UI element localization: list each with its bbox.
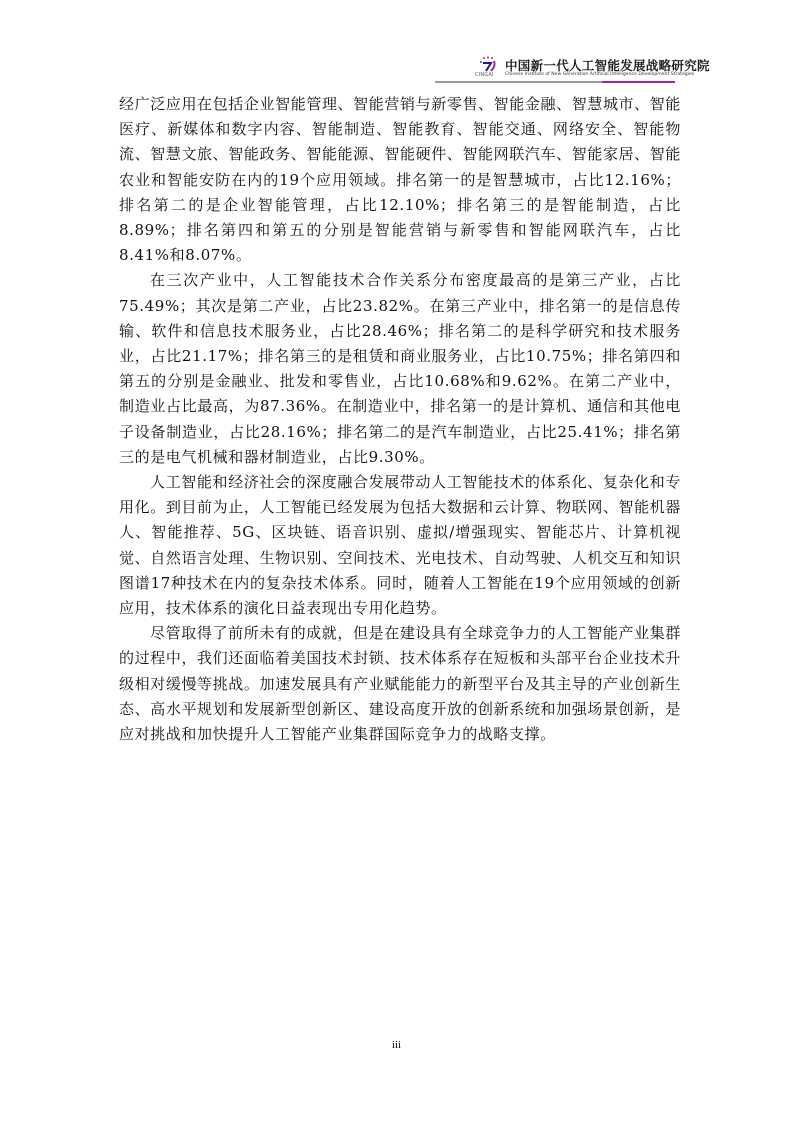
paragraph-application-fields: 经广泛应用在包括企业智能管理、智能营销与新零售、智能金融、智慧城市、智能医疗、新媒体和数字内容、智能制造、智能教育、智能交通、网络安全、智能物流、智慧文旅、智能政务、智能能源、智能硬件、智能网联汽车、智能家居、智能农业和智能安防在内的19个应用领域。排名第一的是智慧城市，占比12.16%；排名第二的是企业智能管理，占比12.10%；排名第三的是智能制造，占比8.89%；排名第四和第五的分别是智能营销与新零售和智能网联汽车，占比8.41%和8.07%。: [119, 95, 681, 265]
paragraph-challenges: 尽管取得了前所未有的成就，但是在建设具有全球竞争力的人工智能产业集群的过程中，我们还面临着美国技术封锁、技术体系存在短板和头部平台企业技术升级相对缓慢等挑战。加速发展具有产业赋能能力的新型平台及其主导的产业创新生态、高水平规划和发展新型创新区、建设高度开放的创新系统和加强场景创新，是应对挑战和加快提升人工智能产业集群国际竞争力的战略支撑。: [119, 624, 681, 744]
body-text: [119, 92, 681, 747]
institute-logo: [475, 56, 501, 80]
institute-name: 中国新一代人工智能发展战略研究院: [505, 58, 710, 73]
paragraph-technology-system: 人工智能和经济社会的深度融合发展带动人工智能技术的体系化、复杂化和专用化。到目前为止，人工智能已经发展为包括大数据和云计算、物联网、智能机器人、智能推荐、5G、区块链、语音识别、虚拟/增强现实、智能芯片、计算机视觉、自然语言处理、生物识别、空间技术、光电技术、自动驾驶、人机交互和知识图谱17种技术在内的复杂技术体系。同时，随着人工智能在19个应用领域的创新应用，技术体系的演化日益表现出专用化趋势。: [119, 473, 681, 618]
page-header: [435, 54, 710, 86]
institute-name-english: Chinese Institute of New Generation Artificial Intelligence Development Strategies: [505, 72, 695, 77]
page-number: iii: [391, 1039, 402, 1051]
logo-text: CINGAI: [475, 72, 494, 78]
logo-mark-icon: [477, 56, 499, 72]
paragraph-industry-distribution: 在三次产业中，人工智能技术合作关系分布密度最高的是第三产业，占比75.49%；其次是第二产业，占比23.82%。在第三产业中，排名第一的是信息传输、软件和信息技术服务业，占比28.46%；排名第二的是科学研究和技术服务业，占比21.17%；排名第三的是租赁和商业服务业，占比10.75%；排名第四和第五的分别是金融业、批发和零售业，占比10.68%和9.62%。在第二产业中，制造业占比最高，为87.36%。在制造业中，排名第一的是计算机、通信和其他电子设备制造业，占比28.16%；排名第二的是汽车制造业，占比25.41%；排名第三的是电气机械和器材制造业，占比9.30%。: [119, 271, 681, 466]
header-rule-accent: [602, 81, 675, 83]
